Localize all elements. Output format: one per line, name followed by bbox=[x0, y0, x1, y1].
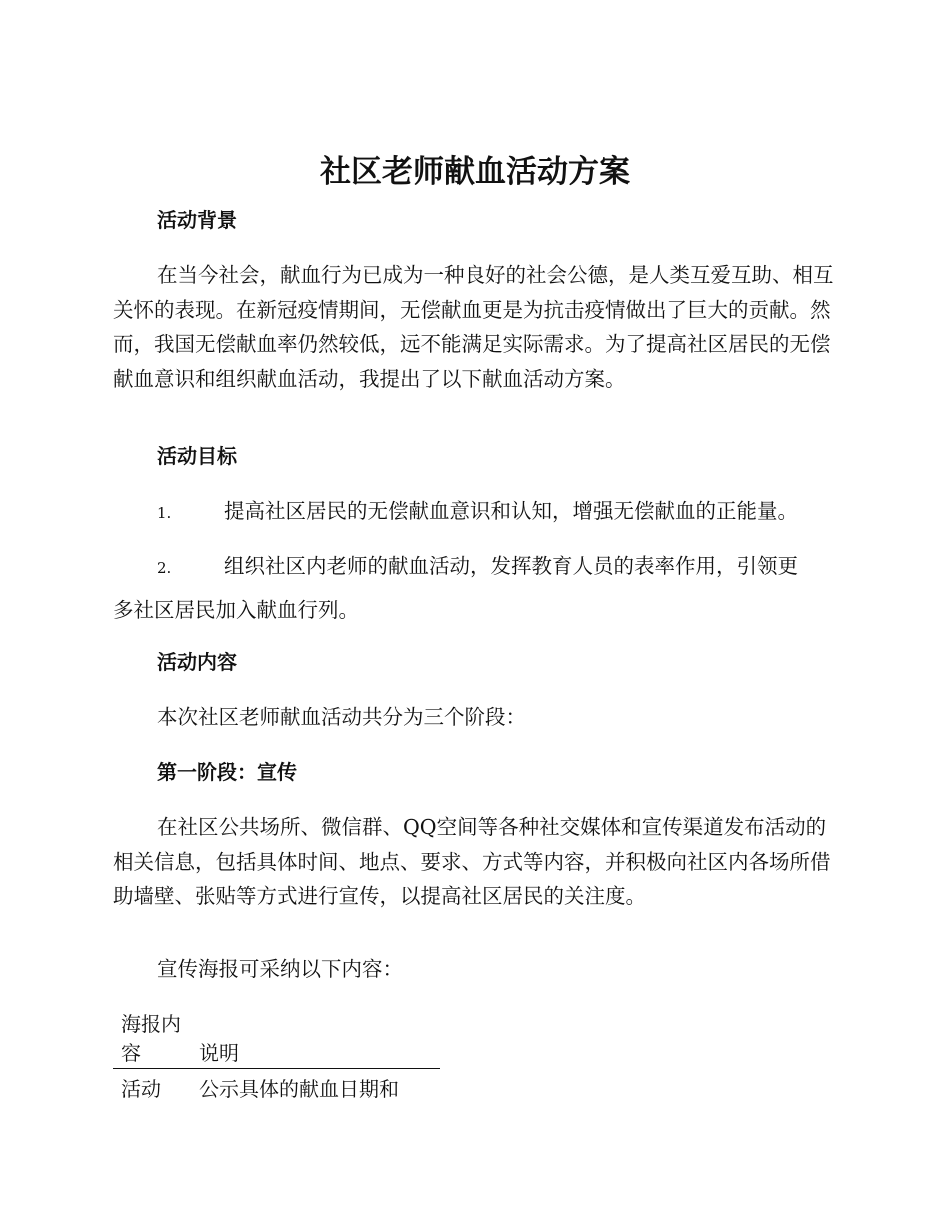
heading-content: 活动内容 bbox=[157, 650, 237, 674]
table-header-row bbox=[113, 1010, 440, 1069]
poster-content-table bbox=[113, 1010, 440, 1104]
document-title: 社区老师献血活动方案 bbox=[320, 154, 630, 190]
paragraph-stage1: 在社区公共场所、微信群、QQ空间等各种社交媒体和宣传渠道发布活动的相关信息，包括具体时间、地点、要求、方式等内容，并积极向社区内各场所借助墙壁、张贴等方式进行宣传，以提高社区居民的关注度。 bbox=[113, 815, 831, 908]
table-header-description: 说明 bbox=[199, 1041, 239, 1065]
table-cell-description: 公示具体的献血日期和 bbox=[199, 1077, 399, 1101]
goal-item-2-text-line2: 多社区居民加入献血行列。 bbox=[113, 598, 359, 622]
goal-item-2-number: 2. bbox=[157, 559, 172, 577]
paragraph-background: 在当今社会，献血行为已成为一种良好的社会公德，是人类互爱互助、相互关怀的表现。在新冠疫情期间，无偿献血更是为抗击疫情做出了巨大的贡献。然而，我国无偿献血率仍然较低，远不能满足实际需求。为了提高社区居民的无偿献血意识和组织献血活动，我提出了以下献血活动方案。 bbox=[113, 263, 834, 391]
table-cell-item: 活动 bbox=[121, 1077, 161, 1101]
paragraph-poster-intro: 宣传海报可采纳以下内容： bbox=[157, 957, 403, 981]
goal-item-1-text: 提高社区居民的无偿献血意识和认知，增强无偿献血的正能量。 bbox=[224, 499, 798, 523]
paragraph-content-intro: 本次社区老师献血活动共分为三个阶段： bbox=[157, 705, 526, 729]
heading-goals: 活动目标 bbox=[157, 444, 237, 468]
heading-stage1: 第一阶段：宣传 bbox=[157, 760, 297, 784]
goal-item-1 bbox=[113, 489, 835, 535]
goal-item-2 bbox=[113, 545, 835, 631]
table-row bbox=[113, 1069, 440, 1105]
table-header-poster-content: 海报内容 bbox=[121, 1012, 181, 1065]
goal-item-2-text-line1: 组织社区内老师的献血活动，发挥教育人员的表率作用，引领更 bbox=[224, 554, 798, 578]
heading-background: 活动背景 bbox=[157, 208, 237, 232]
goal-item-1-number: 1. bbox=[157, 504, 172, 522]
